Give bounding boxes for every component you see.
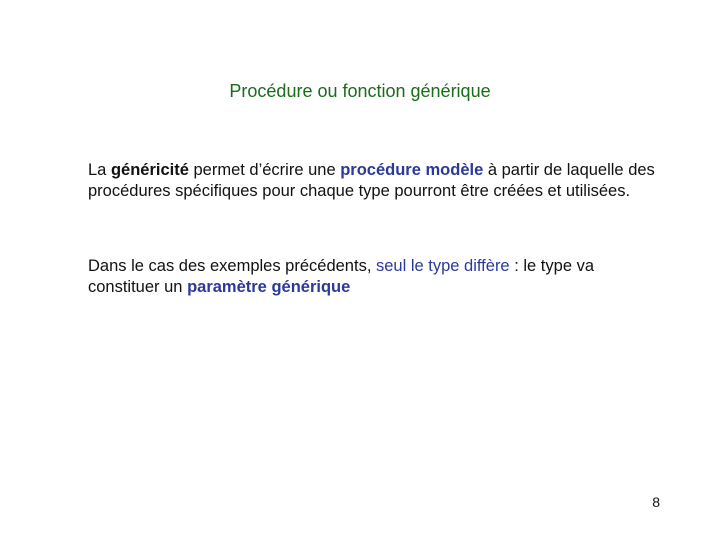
slide-title: Procédure ou fonction générique — [229, 81, 491, 101]
text-segment: : le type va constituer un — [88, 257, 595, 296]
paragraph-genericity — [88, 160, 658, 202]
page-number: 8 — [652, 494, 660, 510]
paragraph-type-parameter — [88, 256, 658, 298]
term-procedure-modele: procédure modèle — [340, 161, 484, 179]
text-segment: La — [88, 161, 111, 179]
term-seul-le-type: seul le type diffère — [376, 257, 510, 275]
term-genericite: généricité — [110, 161, 189, 179]
term-parametre-generique: paramètre générique — [187, 278, 351, 296]
text-segment: Dans le cas des exemples précédents, — [88, 257, 376, 275]
text-segment: permet d’écrire une — [188, 161, 341, 179]
text-segment: à partir de laquelle des procédures spécifiques pour chaque type pourront être créées et utilisées. — [88, 161, 655, 200]
